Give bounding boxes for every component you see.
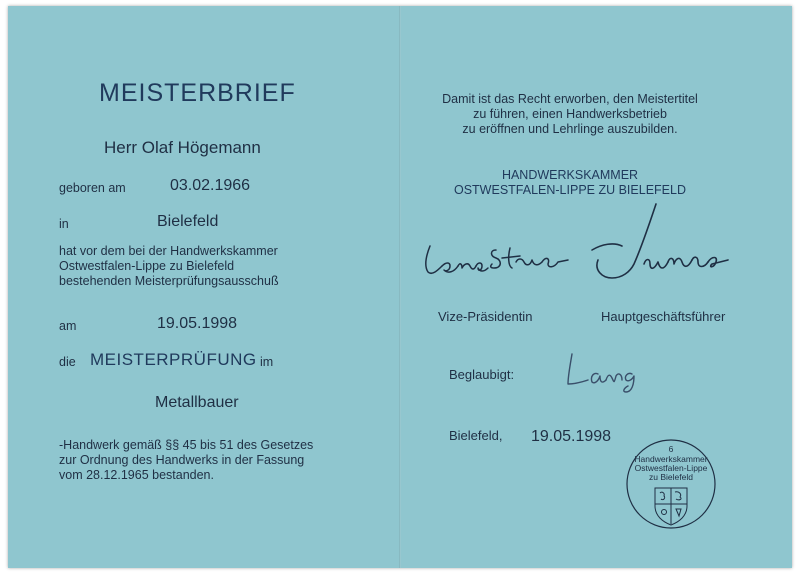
certifier-signature (560, 346, 650, 396)
passed-before-line-1: hat vor dem bei der Handwerkskammer (59, 244, 278, 258)
chamber-name-line-2: OSTWESTFALEN-LIPPE ZU BIELEFELD (453, 183, 686, 197)
chamber-seal (625, 438, 717, 530)
seal-line-2: Ostwestfalen-Lippe (634, 463, 708, 473)
vice-president-role: Vize-Präsidentin (438, 309, 533, 324)
recipient-name: Herr Olaf Högemann (104, 138, 261, 157)
chamber-name-line-1: HANDWERKSKAMMER (501, 168, 639, 182)
passed-before-line-2: Ostwestfalen-Lippe zu Bielefeld (59, 259, 235, 273)
fold-line (399, 6, 401, 568)
exam-date: 19.05.1998 (157, 315, 238, 332)
exam-name: MEISTERPRÜFUNG (90, 350, 257, 369)
vice-president-signature (420, 226, 580, 282)
im-label: im (260, 355, 274, 369)
die-label: die (59, 355, 76, 369)
born-label: geboren am (59, 181, 126, 195)
trade-name: Metallbauer (155, 394, 239, 411)
seal-line-1: Handwerkskammer (634, 454, 708, 464)
legal-line-3: vom 28.12.1965 bestanden. (59, 468, 214, 482)
am-label: am (59, 319, 77, 333)
certified-label: Beglaubigt: (449, 367, 515, 382)
place-label: Bielefeld, (449, 428, 503, 443)
issue-date: 19.05.1998 (531, 428, 612, 445)
passed-before-line-3: bestehenden Meisterprüfungsausschuß (59, 274, 279, 288)
seal-line-3: zu Bielefeld (649, 472, 693, 482)
rights-line-2: zu führen, einen Handwerksbetrieb (473, 107, 667, 121)
rights-line-3: zu eröffnen und Lehrlinge auszubilden. (462, 122, 678, 136)
certificate-title: MEISTERBRIEF (99, 79, 296, 107)
seal-number: 6 (668, 444, 674, 454)
birth-city: Bielefeld (157, 213, 219, 230)
birth-date: 03.02.1966 (170, 177, 251, 194)
managing-director-role: Hauptgeschäftsführer (601, 309, 726, 324)
managing-director-signature (588, 198, 738, 284)
legal-line-2: zur Ordnung des Handwerks in der Fassung (59, 453, 305, 467)
coat-of-arms-icon (655, 488, 687, 525)
legal-line-1: -Handwerk gemäß §§ 45 bis 51 des Gesetzes (59, 438, 314, 452)
rights-line-1: Damit ist das Recht erworben, den Meistertitel (442, 92, 698, 106)
in-label: in (59, 217, 69, 231)
